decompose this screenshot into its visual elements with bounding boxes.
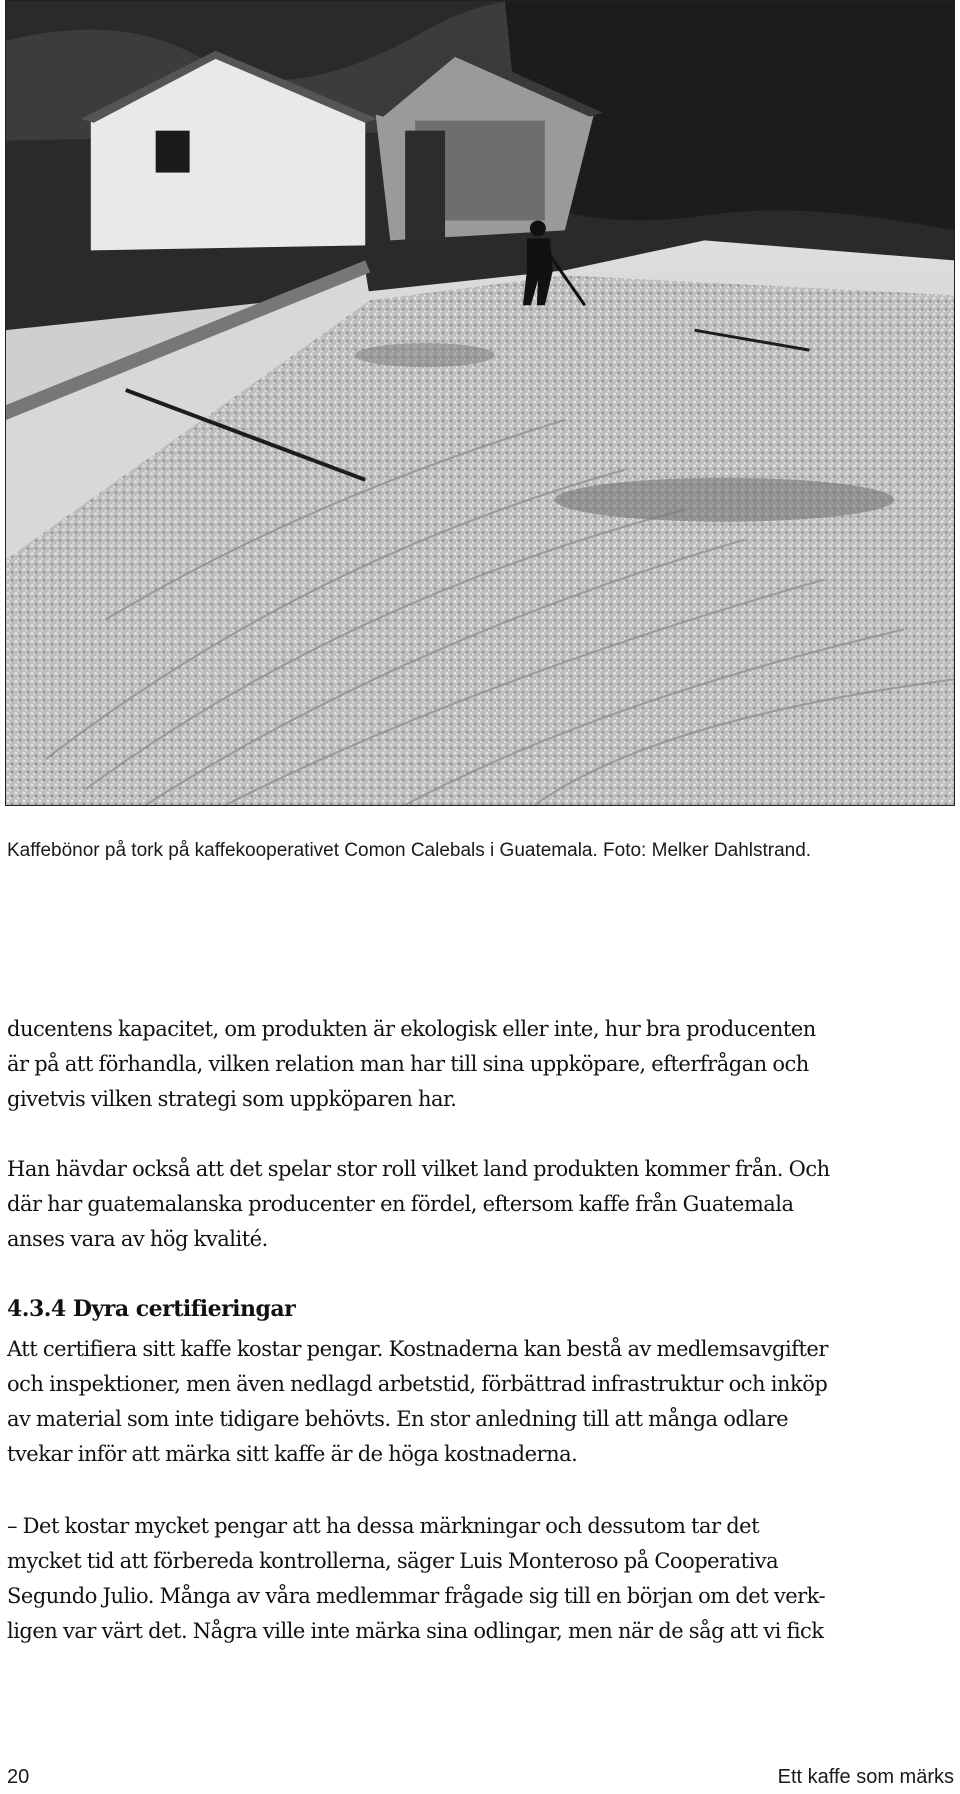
paragraph-1 <box>7 1012 953 1117</box>
text-line: är på att förhandla, vilken relation man har till sina uppköpare, efterfrågan och <box>7 1052 809 1076</box>
text-line: anses vara av hög kvalité. <box>7 1227 268 1251</box>
paragraph-4-quote <box>7 1509 953 1649</box>
text-line: av material som inte tidigare behövts. En stor anledning till att många odlare <box>7 1407 789 1431</box>
text-line: ducentens kapacitet, om produkten är ekologisk eller inte, hur bra producenten <box>7 1017 816 1041</box>
text-line: och inspektioner, men även nedlagd arbetstid, förbättrad infrastruktur och inköp <box>7 1372 828 1396</box>
paragraph-3 <box>7 1332 953 1472</box>
text-line: där har guatemalanska producenter en fördel, eftersom kaffe från Guatemala <box>7 1192 794 1216</box>
text-line: Att certifiera sitt kaffe kostar pengar. Kostnaderna kan bestå av medlemsavgifter <box>7 1337 828 1361</box>
photo-coffee-drying-patio <box>5 0 955 806</box>
text-line: ligen var värt det. Några ville inte märka sina odlingar, men när de såg att vi fick <box>7 1619 824 1643</box>
text-line: Segundo Julio. Många av våra medlemmar frågade sig till en början om det verk- <box>7 1584 826 1608</box>
page-number: 20 <box>7 1766 30 1788</box>
section-heading: 4.3.4 Dyra certifieringar <box>7 1296 296 1322</box>
text-line: tvekar inför att märka sitt kaffe är de höga kostnaderna. <box>7 1442 578 1466</box>
running-title: Ett kaffe som märks <box>777 1766 954 1788</box>
paragraph-2 <box>7 1152 953 1257</box>
text-line: givetvis vilken strategi som uppköparen har. <box>7 1087 457 1111</box>
photo-caption: Kaffebönor på tork på kaffekooperativet Comon Calebals i Guatemala. Foto: Melker Dahlstrand. <box>7 840 812 861</box>
text-line: – Det kostar mycket pengar att ha dessa märkningar och dessutom tar det <box>7 1514 760 1538</box>
text-line: Han hävdar också att det spelar stor roll vilket land produkten kommer från. Och <box>7 1157 830 1181</box>
photo-illustration <box>6 1 954 805</box>
text-line: mycket tid att förbereda kontrollerna, säger Luis Monteroso på Cooperativa <box>7 1549 779 1573</box>
